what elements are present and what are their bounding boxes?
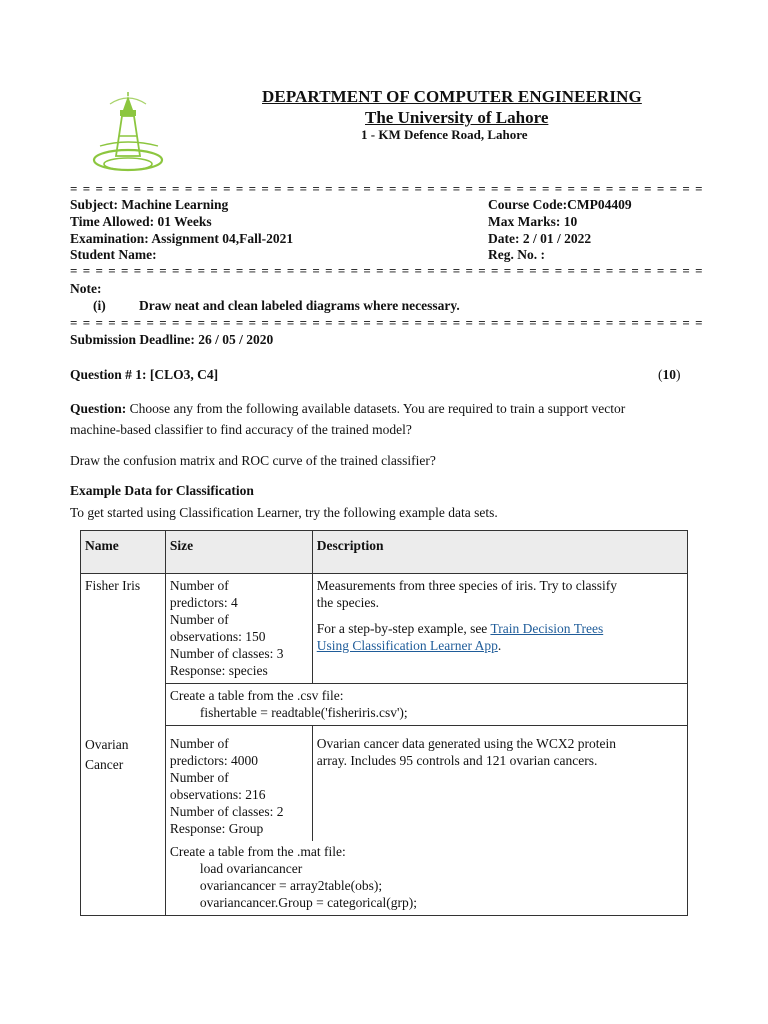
question-text: Question: Choose any from the following available datasets. You are required to train a support vector machine-based classifier to find accuracy of the trained model? (70, 401, 626, 437)
note-item-text: Draw neat and clean labeled diagrams where necessary. (139, 298, 460, 313)
example-title: Example Data for Classification (70, 483, 254, 498)
subject: Subject: Machine Learning (70, 197, 229, 212)
examination: Examination: Assignment 04,Fall-2021 (70, 231, 294, 246)
university-name: The University of Lahore (365, 108, 549, 127)
question-marks: (10) (658, 367, 681, 382)
column-header-description: Description (316, 538, 384, 553)
submission-deadline: Submission Deadline: 26 / 05 / 2020 (70, 332, 274, 347)
classification-learner-app-link[interactable]: Using Classification Learner App (316, 638, 498, 653)
exam-date: Date: 2 / 01 / 2022 (488, 231, 592, 246)
column-header-size: Size (169, 538, 194, 553)
dataset-description: Ovarian cancer data generated using the WCX2 protein array. Includes 95 controls and 121 ovarian cancers. (316, 736, 616, 768)
student-name: Student Name: (70, 247, 157, 262)
reg-no: Reg. No. : (488, 247, 545, 262)
table-row-code (81, 684, 688, 726)
note-item-number: (i) (93, 298, 106, 313)
question-heading: Question # 1: [CLO3, C4] (70, 367, 219, 382)
separator-line: = = = = = = = = = = = = = = = = = = = = = = = = = = = = = = = = = = = = = = = = = = = = = = = = = = (70, 263, 704, 278)
max-marks: Max Marks: 10 (488, 214, 578, 229)
dataset-description: Measurements from three species of iris. Try to classify the species. For a step-by-step example, see Train Decision Trees Using Classification Learner App. (316, 578, 618, 653)
dataset-size: Number of predictors: 4000 Number of observations: 216 Number of classes: 2 Response: Group (169, 736, 284, 836)
train-decision-trees-link[interactable]: Train Decision Trees (490, 621, 604, 636)
table-header-row (81, 531, 688, 574)
separator-line: = = = = = = = = = = = = = = = = = = = = = = = = = = = = = = = = = = = = = = = = = = = = = = = = = = (70, 181, 704, 196)
table-row (81, 574, 688, 684)
table-row-code (81, 841, 688, 916)
university-logo-icon (80, 86, 176, 178)
table-row (81, 726, 688, 842)
course-code: Course Code:CMP04409 (488, 197, 632, 212)
dataset-name: Fisher Iris (85, 578, 141, 593)
question-task: Draw the confusion matrix and ROC curve of the trained classifier? (70, 453, 436, 468)
dataset-code: Create a table from the .mat file: load ovariancancer ovariancancer = array2table(obs); ovariancancer.Group = categorical(grp); (169, 844, 418, 910)
dataset-size: Number of predictors: 4 Number of observations: 150 Number of classes: 3 Response: species (169, 578, 284, 678)
datasets-table (80, 530, 688, 916)
department-title: DEPARTMENT OF COMPUTER ENGINEERING (262, 87, 642, 106)
column-header-name: Name (85, 538, 119, 553)
time-allowed: Time Allowed: 01 Weeks (70, 214, 212, 229)
university-address: 1 - KM Defence Road, Lahore (361, 127, 528, 142)
dataset-name: Ovarian Cancer (85, 736, 129, 772)
note-label: Note: (70, 281, 102, 296)
separator-line: = = = = = = = = = = = = = = = = = = = = = = = = = = = = = = = = = = = = = = = = = = = = = = = = = = (70, 315, 704, 330)
example-intro: To get started using Classification Learner, try the following example data sets. (70, 505, 498, 520)
dataset-code: Create a table from the .csv file: fishertable = readtable('fisheriris.csv'); (169, 688, 408, 720)
